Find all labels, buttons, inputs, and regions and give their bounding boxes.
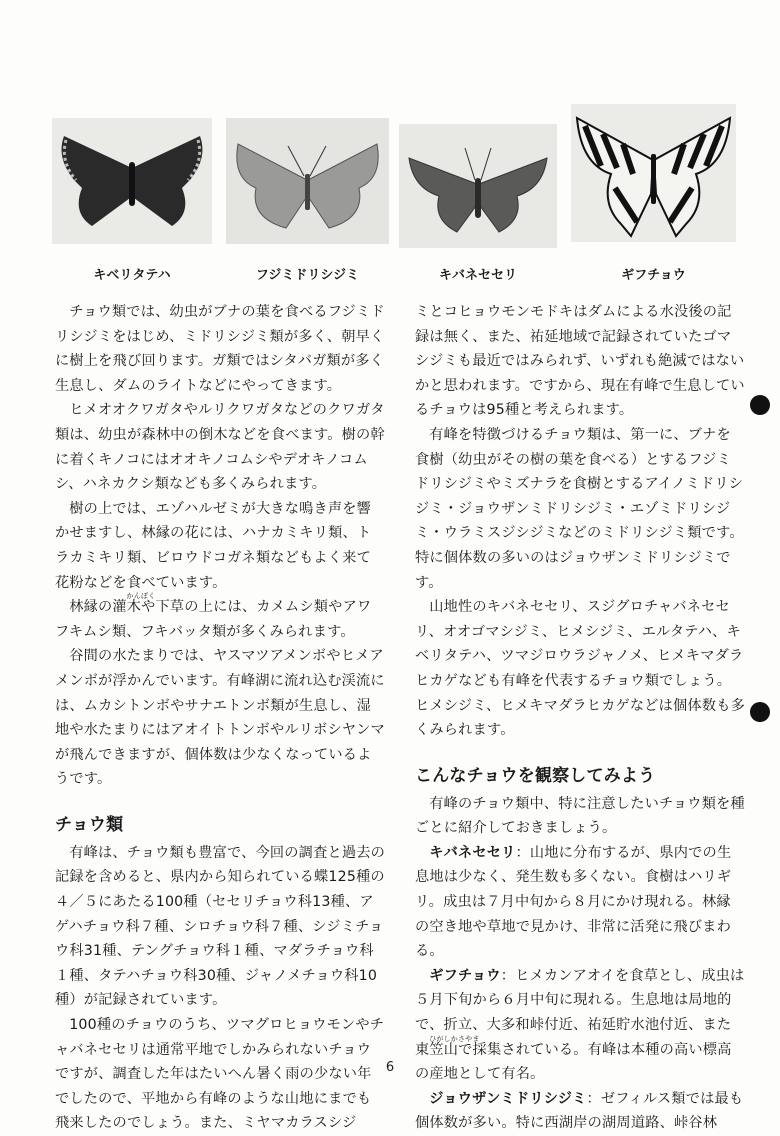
- photo-caption: ギフチョウ: [621, 268, 686, 283]
- species-entry: [415, 1087, 745, 1136]
- text-segment: や下草の上には、カメムシ類やアワフキムシ類、フキバッタ類が多くみられます。: [55, 599, 372, 640]
- paragraph: ヒメオオクワガタやルリクワガタなどのクワガタ類は、幼虫が森林中の倒木などを食べます。樹の幹に着くキノコにはオオキノコムシやデオキノコムシ、ハネカクシ類なども多くみられます。: [55, 402, 385, 493]
- species-name: ギフチョウ: [429, 967, 501, 984]
- ruby-base: 東笠山: [415, 1041, 459, 1058]
- binding-hole-icon: [750, 702, 770, 722]
- section-heading: こんなチョウを観察してみよう: [415, 765, 656, 786]
- photo-caption: フジミドリシジミ: [255, 268, 360, 283]
- photo-kibaneseseri: [399, 124, 557, 248]
- species-text: ：ゼフィルス類では最も個体数が多い。特に西湖岸の湖周道路、峠谷林: [415, 1090, 744, 1132]
- ruby-reading: かんぼく: [126, 592, 156, 601]
- butterfly-gray-icon: [226, 118, 389, 244]
- binding-hole-icon: [750, 395, 770, 415]
- paragraph: 有峰のチョウ類中、特に注意したいチョウ類を種ごとに紹介しておきましょう。: [415, 795, 745, 837]
- ruby-word: [415, 1034, 480, 1058]
- species-text: ：山地に分布するが、県内での生息地は少なく、発生数も多くない。食樹はハリギリ。成虫は７月中旬から８月にかけ現れる。林縁の空き地や草地で見かけ、非常に活発に飛びまわる。: [415, 844, 732, 960]
- text-segment: 林縁の: [69, 599, 113, 616]
- photo-kiberitateha: [52, 118, 212, 244]
- ruby-word: [112, 592, 156, 616]
- species-entry: [415, 841, 745, 964]
- paragraph: 100種のチョウのうち、ツマグロヒョウモンやチャバネセセリは通常平地でしかみられないチョウですが、調査した年はたいへん暑く雨の少ない年でしたので、平地から有峰のような山地にまでも飛来したのでしょう。また、ミヤマカラスシジ: [55, 1017, 385, 1132]
- page-number: 6: [385, 1060, 395, 1075]
- photo-fujimidorishijimi: [226, 118, 389, 244]
- photo-gifuchou: [571, 104, 736, 242]
- ruby-base: 灌木: [112, 599, 142, 616]
- butterfly-dark-icon: [52, 118, 212, 244]
- left-column: [55, 300, 385, 1136]
- right-column: [415, 300, 745, 1136]
- section-heading: チョウ類: [55, 814, 124, 835]
- species-text: ：ヒメカンアオイを食草とし、成虫は５月下旬から６月中旬に現れる。生息地は局地的で、折立、大多和峠付近、祐延貯水池付近、また: [415, 967, 745, 1034]
- species-name: ジョウザンミドリシジミ: [429, 1090, 587, 1107]
- species-text: で採集されている。有峰は本種の高い標高の産地として有名。: [415, 1041, 732, 1083]
- species-name: キバネセセリ: [429, 844, 516, 861]
- paragraph: 谷間の水たまりでは、ヤスマツアメンボやヒメアメンボが浮かんでいます。有峰湖に流れ込む渓流には、ムカシトンボやサナエトンボ類が生息し、湿地や水たまりにはアオイトトンボやルリボシヤンマが飛んできますが、個体数は少なくなっているようです。: [55, 648, 385, 788]
- photo-caption: キベリタテハ: [93, 268, 171, 283]
- paragraph: 有峰は、チョウ類も豊富で、今回の調査と過去の記録を含めると、県内から知られている蝶125種の４／５にあたる100種（セセリチョウ科13種、アゲハチョウ科７種、シロチョウ科７種、シジミチョウ科31種、テングチョウ科１種、マダラチョウ科１種、タテハチョウ科30種、ジャノメチョウ科10種）が記録されています。: [55, 844, 386, 1009]
- paragraph: 山地性のキバネセセリ、スジグロチャバネセセリ、オオゴマシジミ、ヒメシジミ、エルタテハ、キベリタテハ、ツマジロウラジャノメ、ヒメキマダラヒカゲなども有峰を代表するチョウ類でしょう。ヒメシジミ、ヒメキマダラヒカゲなどは個体数も多くみられます。: [415, 599, 745, 739]
- photo-caption: キバネセセリ: [438, 268, 517, 283]
- paragraph: [55, 592, 385, 644]
- butterfly-brown-icon: [399, 124, 557, 248]
- ruby-reading: ひがしかさやま: [429, 1034, 480, 1043]
- paragraph: チョウ類では、幼虫がブナの葉を食べるフジミドリシジミをはじめ、ミドリシジミ類が多く、朝早くに樹上を飛び回ります。ガ類ではシタバガ類が多く生息し、ダムのライトなどにやってきます。: [55, 304, 385, 394]
- paragraph: 樹の上では、エゾハルゼミが大きな鳴き声を響かせますし、林縁の花には、ハナカミキリ類、トラカミキリ類、ビロウドコガネ類などもよく来て花粉などを食べています。: [55, 500, 372, 591]
- butterfly-striped-icon: [571, 104, 736, 242]
- paragraph: 有峰を特徴づけるチョウ類は、第一に、ブナを食樹（幼虫がその樹の葉を食べる）とするフジミドリシジミやミズナラを食樹とするアイノミドリシジミ・ジョウザンミドリシジミ・エゾミドリシジミ・ウラミスジシジミなどのミドリシジミ類です。特に個体数の多いのはジョウザンミドリシジミです。: [415, 426, 744, 591]
- paragraph: ミとコヒョウモンモドキはダムによる水没後の記録は無く、また、祐延地域で記録されていたゴマシジミも最近ではみられず、いずれも絶滅ではないかと思われます。ですから、現在有峰で生息しているチョウは95種と考えられます。: [415, 304, 745, 419]
